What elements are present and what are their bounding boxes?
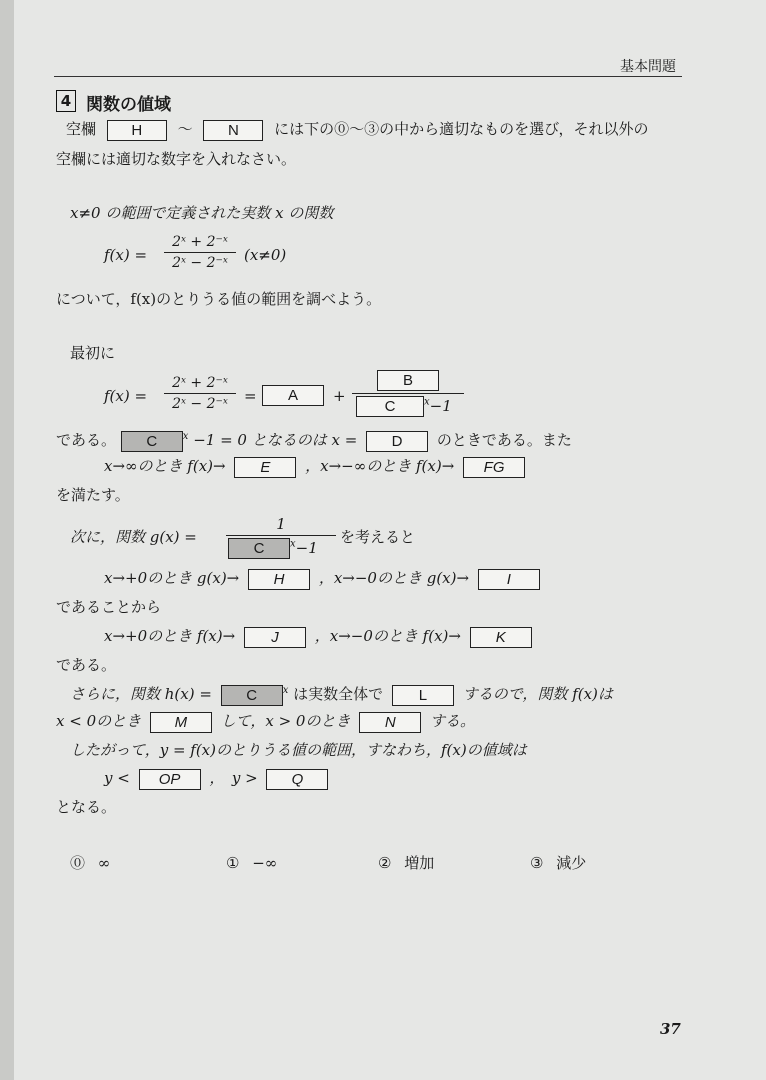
fraction-bar (164, 393, 236, 394)
step3-text: y < (104, 769, 130, 787)
answer-box-D[interactable]: D (366, 431, 428, 452)
tilde-text: 〜 (177, 120, 193, 138)
step3-text: は実数全体で (293, 685, 384, 703)
fraction-bar (164, 252, 236, 253)
answer-box-K[interactable]: K (470, 627, 532, 648)
step1-text: −1 = 0 となるのは x = (193, 431, 358, 449)
step3-line-b (56, 711, 475, 733)
section-number: 4 (56, 90, 76, 112)
answer-box-C-shaded[interactable]: C (228, 538, 290, 559)
step1-fx: f(x) = (104, 387, 148, 405)
answer-box-FG[interactable]: FG (463, 457, 525, 478)
answer-box-N[interactable]: N (203, 120, 263, 141)
section-title: 関数の値域 (86, 95, 171, 115)
step2-fraction (226, 514, 336, 559)
answer-box-C[interactable]: C (356, 396, 424, 417)
answer-box-A[interactable]: A (262, 385, 324, 406)
choice-2 (378, 853, 434, 873)
step3-line-c: したがって，y = f(x)のとりうる値の範囲，すなわち，f(x)の値域は (70, 741, 527, 759)
answer-box-N[interactable]: N (359, 712, 421, 733)
step2-line-b: であることから (56, 598, 162, 616)
step3-line-d (104, 768, 328, 790)
step1-text: ，x→−∞のとき f(x)→ (305, 457, 455, 475)
step2-text: ，x→−0のとき f(x)→ (314, 627, 461, 645)
problem-line-1: x≠0 の範囲で定義された実数 x の関数 (70, 204, 334, 222)
intro-line-1 (66, 119, 649, 141)
choice-mark: ① (226, 854, 240, 872)
choice-3 (530, 853, 586, 873)
exponent-x: x (282, 685, 289, 696)
step1-fraction (164, 374, 236, 413)
step2-lead: 次に，関数 g(x) = (70, 528, 197, 546)
step2-line-a (104, 568, 540, 590)
step1-second-fraction (352, 370, 464, 417)
fraction-denominator: 2ˣ − 2⁻ˣ (172, 255, 228, 271)
step2-line-d: である。 (56, 656, 117, 674)
header-rule (54, 76, 682, 77)
choice-1 (226, 853, 277, 873)
fraction-numerator: 2ˣ + 2⁻ˣ (172, 375, 228, 391)
choice-text: 増加 (404, 854, 435, 872)
answer-box-A-wrap (262, 385, 324, 406)
answer-box-E[interactable]: E (234, 457, 296, 478)
step3-text: さらに，関数 h(x) = (70, 685, 212, 703)
step3-text: x < 0のとき (56, 712, 142, 730)
page-spine-shadow (0, 0, 14, 1080)
answer-box-OP[interactable]: OP (139, 769, 201, 790)
step2-text: x→+0のとき g(x)→ (104, 569, 240, 587)
answer-box-H[interactable]: H (248, 569, 310, 590)
step3-text: する。 (430, 712, 476, 730)
intro-line-2: 空欄には適切な数字を入れなさい。 (56, 150, 297, 168)
step2-tail: を考えると (340, 528, 416, 546)
answer-box-M[interactable]: M (150, 712, 212, 733)
step1-text: である。 (56, 431, 117, 449)
fraction-bar (226, 535, 336, 536)
exponent-x: x (182, 431, 189, 442)
step1-line-b (104, 456, 525, 478)
answer-box-B[interactable]: B (377, 370, 439, 391)
header-label: 基本問題 (620, 59, 676, 75)
fraction-denominator (352, 396, 464, 417)
answer-box-Q[interactable]: Q (266, 769, 328, 790)
step3-text: して，x > 0のとき (220, 712, 351, 730)
page-number: 37 (660, 1020, 681, 1038)
fraction-bar (352, 393, 464, 394)
step3-text: するので，関数 f(x)は (462, 685, 613, 703)
answer-box-C-shaded[interactable]: C (121, 431, 183, 452)
problem-condition: (x≠0) (244, 246, 287, 264)
step3-text: ， y > (209, 769, 258, 787)
choice-0 (70, 853, 110, 873)
minus-one: −1 (295, 539, 318, 557)
step1-text: x→∞のとき f(x)→ (104, 457, 226, 475)
step3-line-e: となる。 (56, 798, 117, 816)
exponent-x: x (290, 538, 296, 550)
equals-sign: = (244, 387, 257, 405)
step3-line-a (70, 681, 613, 706)
fraction-denominator (226, 538, 336, 559)
minus-one: −1 (429, 397, 452, 415)
answer-box-C-shaded[interactable]: C (221, 685, 283, 706)
answer-box-I[interactable]: I (478, 569, 540, 590)
fraction-numerator: 1 (276, 515, 286, 533)
intro-text: には下の⓪〜③の中から適切なものを選び，それ以外の (274, 120, 649, 138)
fraction-denominator: 2ˣ − 2⁻ˣ (172, 396, 228, 412)
choice-mark: ⓪ (70, 854, 86, 872)
answer-box-H[interactable]: H (107, 120, 167, 141)
intro-text: 空欄 (66, 120, 97, 138)
problem-fraction (164, 233, 236, 272)
problem-fx: f(x) = (104, 246, 148, 264)
answer-box-L[interactable]: L (392, 685, 454, 706)
fraction-numerator: 2ˣ + 2⁻ˣ (172, 234, 228, 250)
choice-text: ∞ (97, 854, 111, 872)
step2-line-c (104, 626, 532, 648)
choice-text: 減少 (556, 854, 587, 872)
exponent-x: x (424, 396, 430, 408)
step1-line-a (56, 427, 572, 452)
choice-mark: ② (378, 854, 392, 872)
answer-box-J[interactable]: J (244, 627, 306, 648)
problem-line-3: について，f(x)のとりうる値の範囲を調べよう。 (56, 290, 382, 308)
step1-text: のときである。また (436, 431, 572, 449)
choice-text: −∞ (252, 854, 278, 872)
step2-text: x→+0のとき f(x)→ (104, 627, 236, 645)
choice-mark: ③ (530, 854, 544, 872)
step1-lead: 最初に (70, 344, 116, 362)
plus-sign: + (333, 387, 346, 405)
step1-line-c: を満たす。 (56, 486, 130, 504)
step2-text: ，x→−0のとき g(x)→ (318, 569, 470, 587)
